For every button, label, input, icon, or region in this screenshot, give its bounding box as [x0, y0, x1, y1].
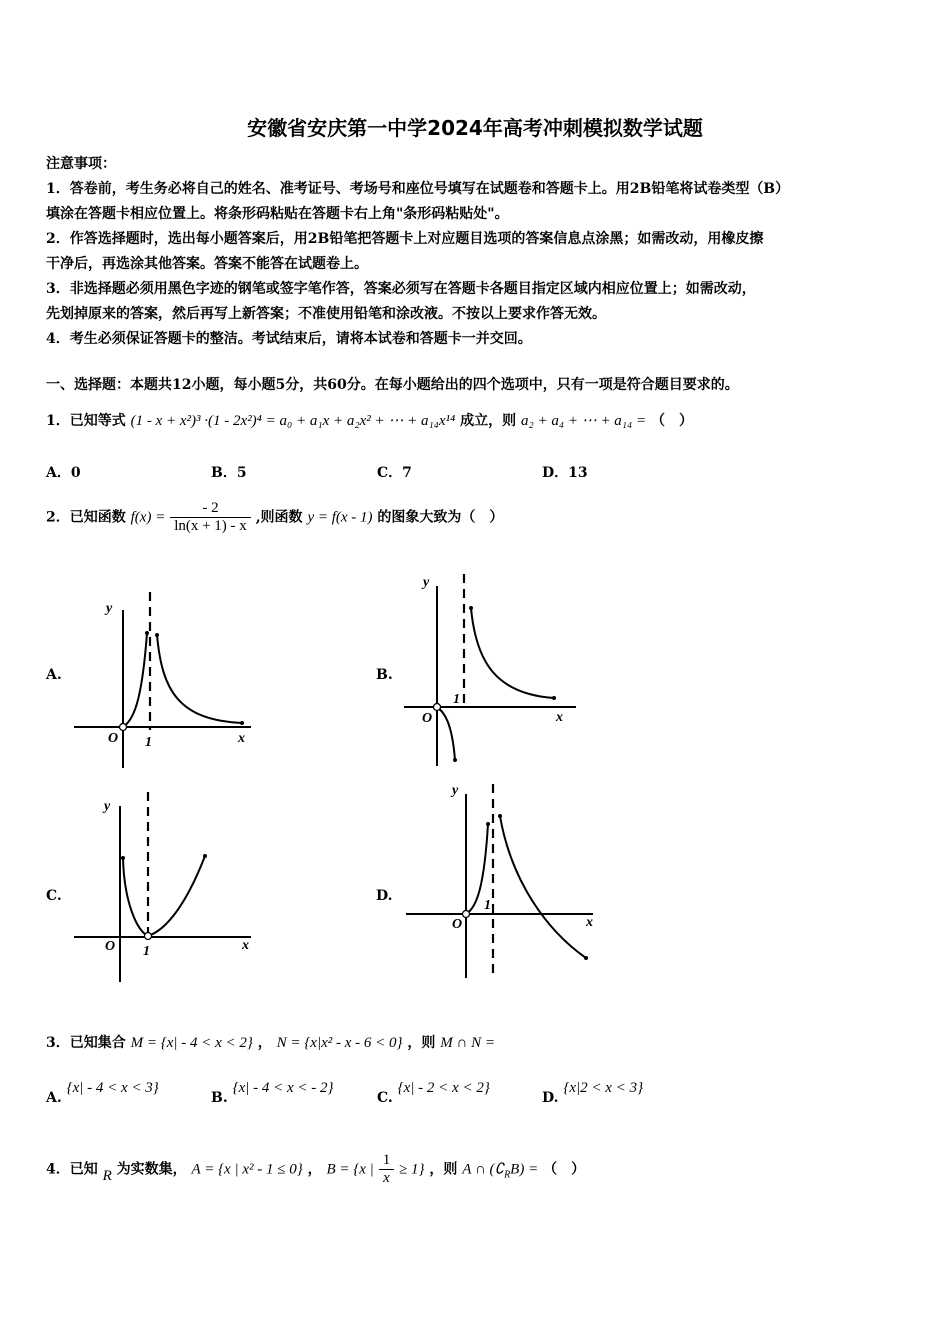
q3-option-d-letter: D. [542, 1090, 559, 1106]
graph-a-endpoint [155, 633, 159, 637]
graph-a-y-label: y [106, 601, 113, 616]
graph-c[interactable] [66, 790, 266, 986]
q2-fraction-num: - 2 [170, 500, 251, 518]
graph-d-endpoint [584, 956, 588, 960]
q2-suffix: 的图象大致为（ ） [377, 509, 504, 526]
q3-set-n: N = {x|x² - x - 6 < 0} [276, 1035, 403, 1051]
q2-prefix: 2．已知函数 [46, 509, 126, 526]
notes-line: 4．考生必须保证答题卡的整洁。考试结束后，请将本试卷和答题卡一并交回。 [46, 331, 532, 347]
notes-line: 填涂在答题卡相应位置上。将条形码粘贴在答题卡右上角"条形码粘贴处"。 [46, 206, 509, 222]
graph-a[interactable] [66, 590, 266, 770]
q4-set-b-right: ≥ 1} [399, 1161, 425, 1178]
q3-option-c-letter: C. [377, 1090, 393, 1106]
q3-suffix: ，则 [407, 1035, 436, 1051]
graph-c-hole [145, 933, 152, 940]
graph-c-origin-label: O [105, 939, 116, 954]
q1-prefix: 1．已知等式 [46, 413, 126, 429]
q2-fraction-den: ln(x + 1) - x [174, 518, 247, 534]
q3-option-a-set: {x| - 4 < x < 3} [66, 1080, 159, 1096]
q2-lhs: f(x) = [130, 509, 166, 526]
graph-b-origin-label: O [422, 711, 433, 726]
graph-a-endpoint [240, 721, 244, 725]
graph-c-curve-left [123, 858, 148, 936]
graph-a-origin-hole [120, 724, 127, 731]
q1-suffix: （ ） [651, 413, 693, 429]
q3-option-d-set: {x|2 < x < 3} [563, 1080, 644, 1096]
q3-option-d[interactable] [542, 1080, 644, 1107]
graph-a-endpoint [145, 631, 149, 635]
q3-expr: M ∩ N = [440, 1035, 495, 1051]
q4-expr2: B) = [510, 1161, 539, 1178]
q4-prefix: 4．已知 [46, 1161, 98, 1178]
q4-fraction [379, 1152, 395, 1187]
q2-option-c[interactable]: C. [46, 888, 62, 904]
graph-d-one-label: 1 [484, 898, 491, 913]
graph-c-x-label: x [242, 938, 249, 953]
graph-a-curve-left [123, 633, 147, 727]
graph-b-endpoint [552, 696, 556, 700]
notes-heading: 注意事项： [46, 156, 116, 172]
graph-b-origin-hole [434, 704, 441, 711]
graph-d-endpoint [498, 814, 502, 818]
graph-b-endpoint [453, 758, 457, 762]
q1-expr: a₂ + a₄ + ⋯ + a₁₄ = [521, 413, 647, 429]
q3-option-a[interactable] [46, 1080, 159, 1107]
exam-title: 安徽省安庆第一中学2024年高考冲刺模拟数学试题 [247, 116, 703, 140]
q4-fraction-den: x [383, 1170, 390, 1186]
q3-set-m: M = {x| - 4 < x < 2} [130, 1035, 253, 1051]
q3-option-b-letter: B. [211, 1090, 228, 1106]
q4-set-a: A = {x | x² - 1 ≤ 0} [191, 1161, 303, 1178]
q2-option-d[interactable]: D. [376, 888, 393, 904]
q2-mid: ,则函数 [255, 509, 303, 526]
q3-option-b[interactable] [211, 1080, 334, 1107]
notes-line: 干净后，再选涂其他答案。答案不能答在试题卷上。 [46, 256, 368, 272]
notes-line: 1．答卷前，考生务必将自己的姓名、准考证号、考场号和座位号填写在试题卷和答题卡上。用2B铅笔将试卷类型（B） [46, 181, 790, 197]
q2-fraction [170, 500, 251, 535]
notes-line: 3．非选择题必须用黑色字迹的钢笔或签字笔作答，答案必须写在答题卡各题目指定区域内相应位置上；如需改动， [46, 281, 756, 297]
graph-d-origin-label: O [452, 917, 463, 932]
graph-b[interactable] [396, 572, 596, 772]
graph-c-endpoint [121, 856, 125, 860]
q4-r: R [102, 1167, 112, 1184]
graph-b-endpoint [469, 606, 473, 610]
q1-option-d[interactable]: D．13 [542, 465, 588, 481]
graph-a-x-label: x [238, 731, 245, 746]
q4-comma: ， [307, 1161, 322, 1178]
q1-mid: 成立，则 [460, 413, 517, 429]
q3-option-b-set: {x| - 4 < x < - 2} [232, 1080, 334, 1096]
graph-d-y-label: y [452, 783, 459, 798]
q4-mid2: ，则 [429, 1161, 458, 1178]
q4-expr-sub: R [504, 1169, 511, 1181]
graph-d-x-label: x [586, 915, 593, 930]
q1-option-c[interactable]: C．7 [377, 465, 412, 481]
q1-identity: (1 - x + x²)³ ·(1 - 2x²)⁴ = a₀ + a₁x + a₂x² + ⋯ + a₁₄x¹⁴ [130, 413, 456, 429]
notes-line: 2．作答选择题时，选出每小题答案后，用2B铅笔把答题卡上对应题目选项的答案信息点涂黑；如需改动，用橡皮擦 [46, 231, 764, 247]
q2-expr: y = f(x - 1) [307, 509, 373, 526]
graph-b-one-label: 1 [453, 692, 460, 707]
graph-b-curve-left [437, 707, 455, 760]
q4-suffix: （ ） [543, 1161, 586, 1178]
question-2 [46, 500, 503, 535]
graph-d-origin-hole [463, 911, 470, 918]
graph-b-curve-right [471, 608, 554, 698]
graph-d[interactable] [396, 780, 606, 980]
graph-d-curve-right [500, 816, 586, 958]
graph-c-one-label: 1 [143, 944, 150, 959]
q3-comma: ， [257, 1035, 272, 1051]
q3-option-c-set: {x| - 2 < x < 2} [397, 1080, 490, 1096]
graph-c-curve-right [148, 856, 205, 936]
section-heading: 一、选择题：本题共12小题，每小题5分，共60分。在每小题给出的四个选项中，只有一项是符合题目要求的。 [46, 377, 739, 393]
graph-a-curve-right [157, 635, 242, 723]
q1-option-b[interactable]: B．5 [211, 465, 247, 481]
question-3 [46, 1032, 495, 1052]
q2-option-a[interactable]: A. [46, 667, 62, 683]
graph-b-x-label: x [556, 710, 563, 725]
graph-c-y-label: y [104, 799, 111, 814]
graph-b-y-label: y [423, 575, 430, 590]
q3-option-c[interactable] [377, 1080, 490, 1107]
notes-block [46, 152, 906, 352]
q2-option-b[interactable]: B. [376, 667, 393, 683]
q1-option-a[interactable]: A．0 [46, 465, 81, 481]
q3-prefix: 3．已知集合 [46, 1035, 126, 1051]
graph-a-origin-label: O [108, 731, 119, 746]
graph-c-endpoint [203, 854, 207, 858]
q4-set-b-left: B = {x | [326, 1161, 374, 1178]
q3-option-a-letter: A. [46, 1090, 62, 1106]
graph-a-one-label: 1 [145, 735, 152, 750]
q4-mid1: 为实数集， [116, 1161, 187, 1178]
notes-line: 先划掉原来的答案，然后再写上新答案；不准使用铅笔和涂改液。不按以上要求作答无效。 [46, 306, 606, 322]
q4-fraction-num: 1 [379, 1152, 395, 1170]
q4-expr: A ∩ (∁ [462, 1161, 505, 1178]
graph-d-endpoint [486, 822, 490, 826]
question-4 [46, 1152, 585, 1187]
question-1 [46, 410, 693, 430]
